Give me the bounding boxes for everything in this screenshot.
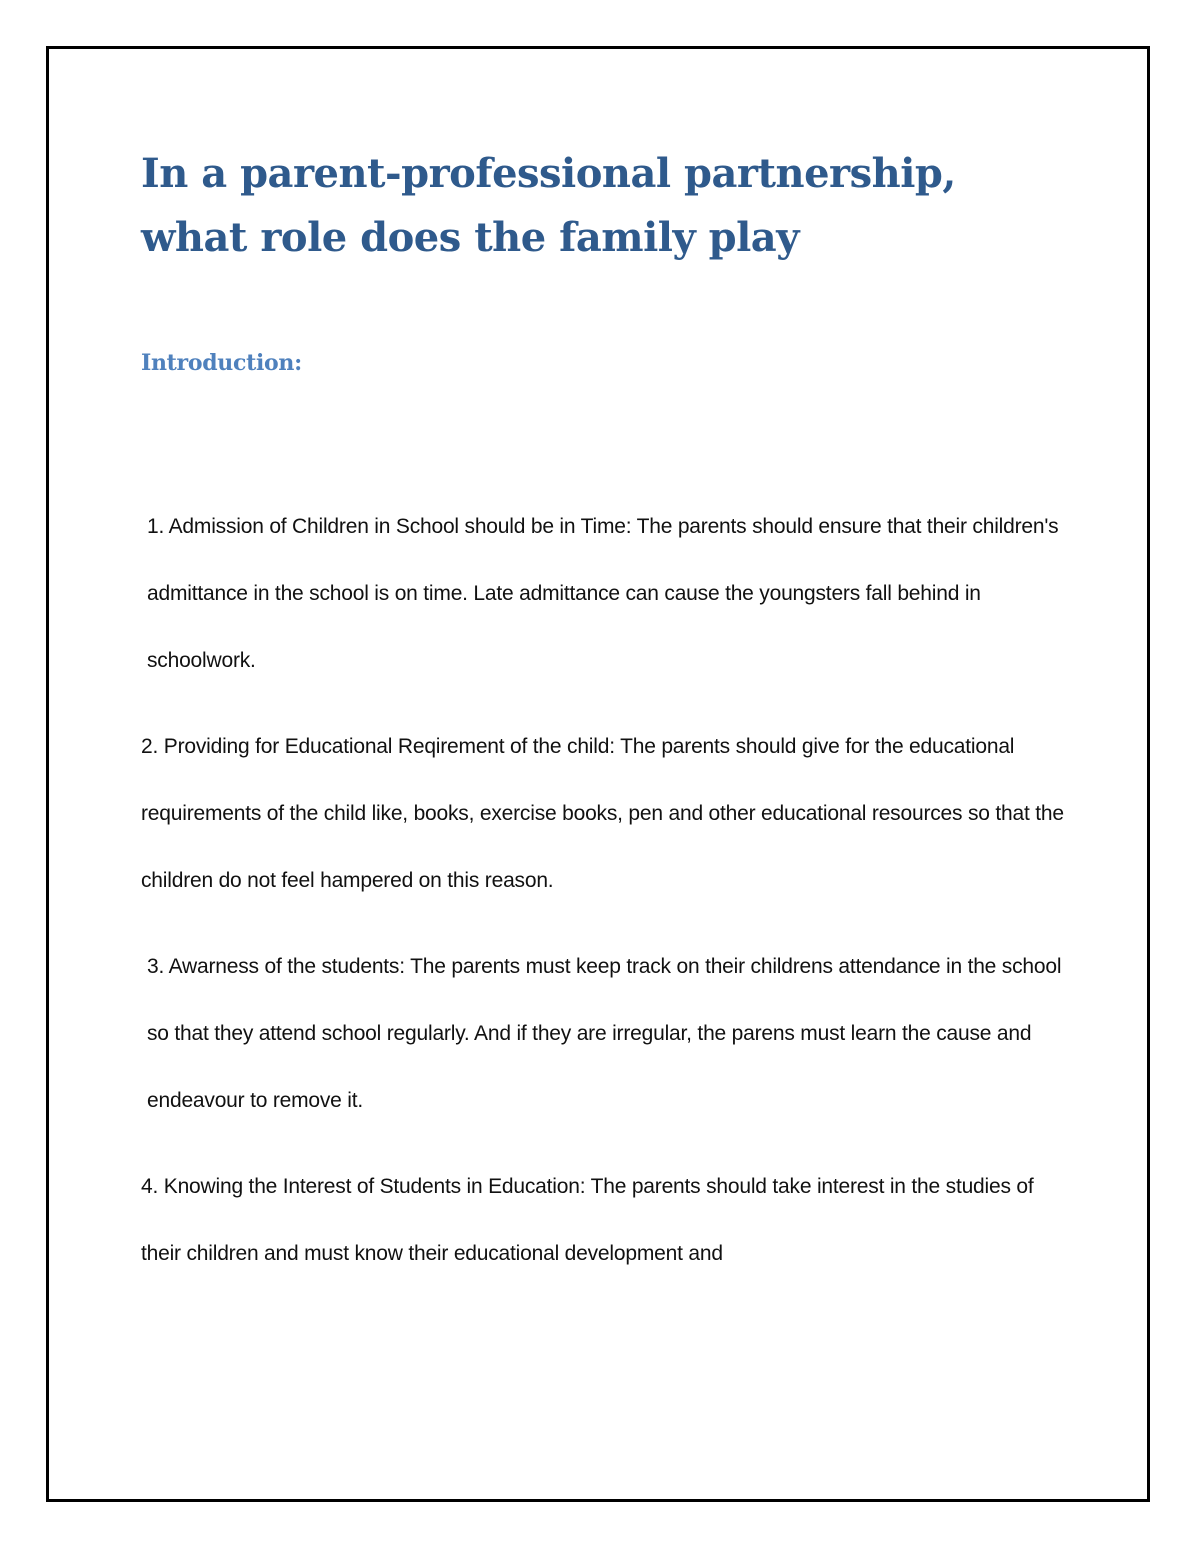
- list-item-number: 4.: [141, 1175, 159, 1198]
- list-item: [141, 713, 1071, 914]
- document-body: [141, 142, 1071, 1306]
- title-line-2: what role does the family play: [141, 214, 799, 261]
- title-line-1: In a parent-professional partnership,: [141, 150, 956, 197]
- list-item-number: 1.: [147, 515, 165, 538]
- list-item-text: Knowing the Interest of Students in Education: The parents should take interest in the studies of their children and must know their educational development and: [141, 1175, 1034, 1265]
- document-title: [141, 142, 1071, 270]
- numbered-list: [141, 493, 1071, 1287]
- list-item-text: Awarness of the students: The parents must keep track on their childrens attendance in the school so that they attend school regularly. And if they are irregular, the parens must learn the cause and endeavour to remove it.: [147, 955, 1062, 1112]
- list-item-number: 2.: [141, 735, 159, 758]
- list-item-text: Admission of Children in School should be in Time: The parents should ensure that their children's admittance in the school is on time. Late admittance can cause the youngsters fall behind in schoolwork.: [147, 515, 1059, 672]
- list-item-number: 3.: [147, 955, 165, 978]
- list-item: [141, 933, 1071, 1134]
- list-item: [141, 493, 1071, 694]
- list-item: [141, 1153, 1071, 1287]
- section-heading-introduction: Introduction:: [141, 350, 302, 376]
- list-item-text: Providing for Educational Reqirement of the child: The parents should give for the educational requirements of the child like, books, exercise books, pen and other educational resources so that the children do not feel hampered on this reason.: [141, 735, 1064, 892]
